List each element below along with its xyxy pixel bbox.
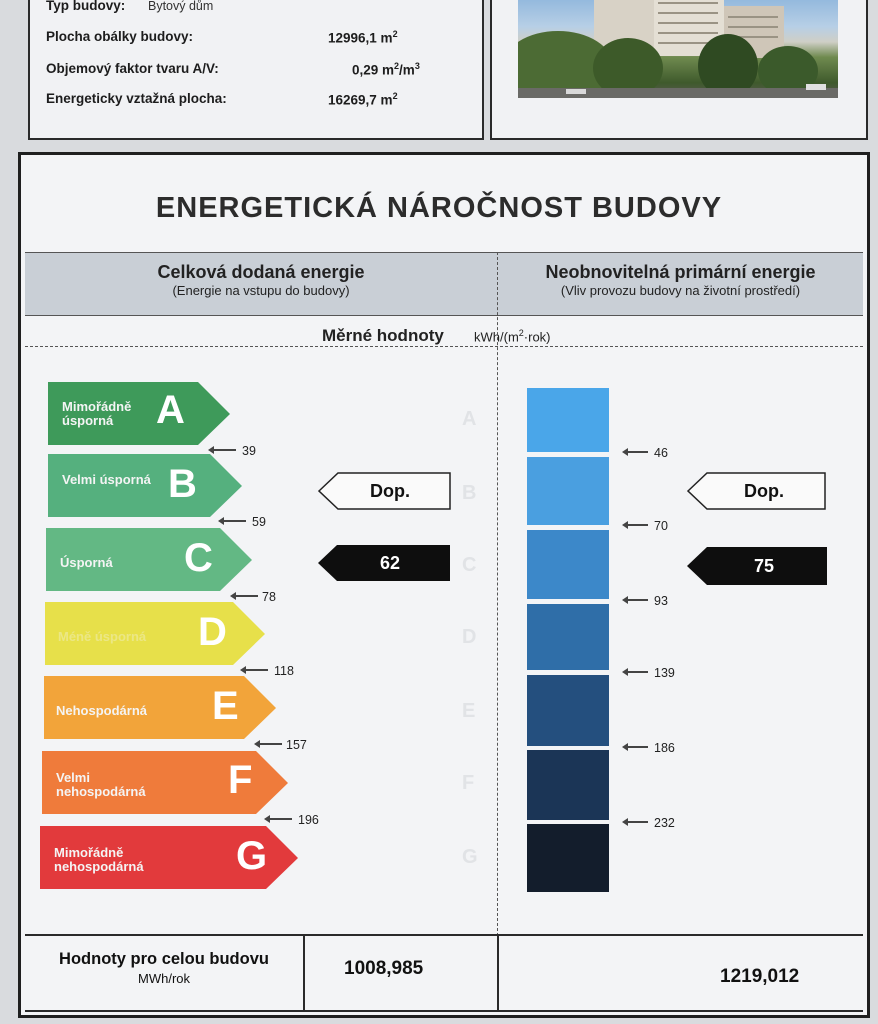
ghost-letter-g: G — [462, 846, 478, 868]
shape-factor-label: Objemový faktor tvaru A/V: — [46, 61, 219, 76]
band-a-label: Mimořádně úsporná — [62, 399, 132, 428]
left-threshold-1: 39 — [242, 444, 256, 458]
left-threshold-3: 78 — [262, 590, 276, 604]
right-bar-5 — [527, 675, 609, 746]
whole-building-label-cell — [25, 950, 303, 986]
right-header-subtitle: (Vliv provozu budovy na životní prostředí) — [560, 283, 801, 298]
units-value: kWh/$(m^2\cdot rok)$ — [474, 328, 551, 345]
band-c-label: Úsporná — [60, 555, 113, 570]
band-f-letter: F — [228, 758, 253, 802]
left-recommended-label: Dop. — [370, 481, 410, 501]
envelope-value: 12996,1 $m^2$ — [328, 29, 398, 46]
band-d-letter: D — [198, 610, 227, 654]
right-threshold-1: 46 — [654, 446, 668, 460]
left-threshold-4: 118 — [274, 664, 294, 678]
reference-area-label: Energeticky vztažná plocha: — [46, 91, 227, 106]
right-value: 75 — [753, 556, 775, 576]
whole-building-unit: MWh/rok — [138, 971, 190, 986]
right-threshold-4: 139 — [654, 666, 675, 680]
band-b-letter: B — [168, 462, 197, 506]
left-column-header — [25, 262, 497, 298]
right-bar-6 — [527, 750, 609, 820]
shape-factor-value: 0,29 $m^2/m^3$ — [352, 61, 420, 78]
band-d-label: Méně úsporná — [58, 629, 147, 644]
band-g-label: Mimořádně nehospodárná — [54, 845, 144, 874]
right-recommended-label: Dop. — [744, 481, 784, 501]
right-threshold-2: 70 — [654, 519, 668, 533]
ghost-letter-e: E — [462, 700, 476, 722]
right-bar-7 — [527, 824, 609, 892]
right-bar-2 — [527, 457, 609, 525]
left-threshold-6: 196 — [298, 813, 319, 827]
certificate-title: ENERGETICKÁ NÁROČNOST BUDOVY — [155, 192, 723, 224]
right-bar-4 — [527, 604, 609, 670]
whole-building-left-value: 1008,985 — [344, 958, 424, 979]
units-divider — [25, 346, 863, 347]
left-value: 62 — [379, 553, 401, 573]
band-a-letter: A — [156, 388, 185, 432]
right-threshold-3: 93 — [654, 594, 668, 608]
units-label: Měrné hodnoty — [322, 326, 444, 345]
right-column-header — [498, 262, 863, 298]
band-f-label: Velmi nehospodárná — [56, 770, 146, 799]
ghost-letter-f: F — [462, 772, 475, 794]
band-g-letter: G — [236, 834, 268, 878]
ghost-letter-d: D — [462, 626, 477, 648]
envelope-label: Plocha obálky budovy: — [46, 29, 194, 44]
band-e-label: Nehospodárná — [56, 703, 148, 718]
right-threshold-5: 186 — [654, 741, 675, 755]
band-e-letter: E — [212, 684, 239, 728]
bottom-divider-2 — [497, 934, 499, 1010]
left-header-subtitle: (Energie na vstupu do budovy) — [172, 283, 350, 298]
reference-area-value: 16269,7 $m^2$ — [328, 91, 398, 108]
left-threshold-5: 157 — [286, 738, 307, 752]
ghost-letter-b: B — [462, 482, 477, 504]
type-value: Bytový dům — [148, 0, 214, 13]
right-bar-3 — [527, 530, 609, 599]
left-header-title: Celková dodaná energie — [157, 262, 365, 282]
column-divider — [497, 252, 498, 936]
right-threshold-6: 232 — [654, 816, 675, 830]
bottom-divider-1 — [303, 934, 305, 1010]
right-bar-1 — [527, 388, 609, 452]
left-threshold-2: 59 — [252, 515, 266, 529]
whole-building-label: Hodnoty pro celou budovu — [59, 950, 269, 968]
type-label: Typ budovy: — [46, 0, 126, 13]
ghost-letter-a: A — [462, 408, 477, 430]
band-c-letter: C — [184, 536, 213, 580]
band-b-label: Velmi úsporná — [62, 472, 151, 487]
right-header-title: Neobnovitelná primární energie — [545, 262, 816, 282]
building-photo — [518, 0, 838, 98]
whole-building-right-value: 1219,012 — [720, 966, 800, 987]
ghost-letter-c: C — [462, 554, 477, 576]
